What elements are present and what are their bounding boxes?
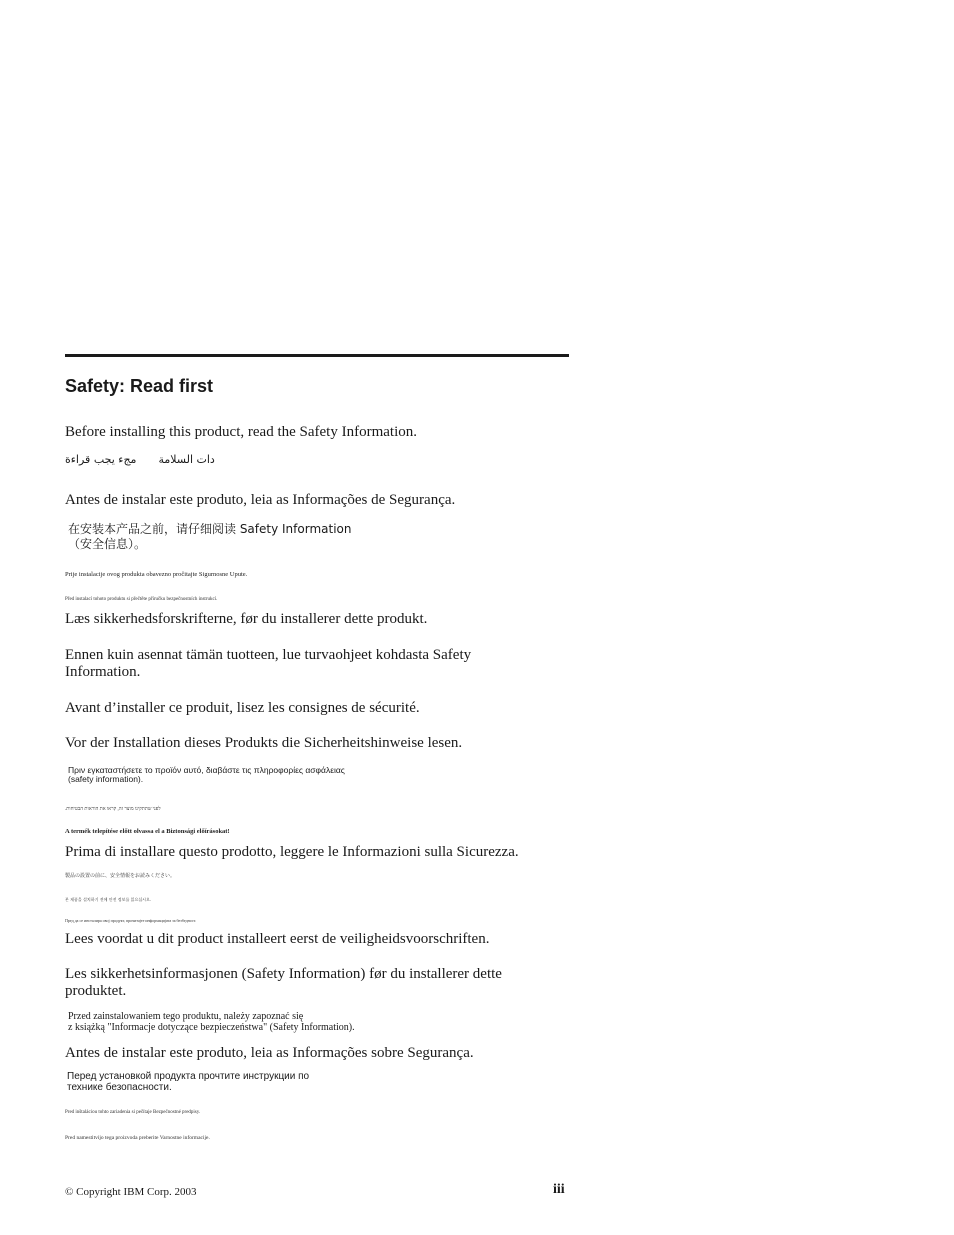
page-title: Safety: Read first	[65, 376, 214, 396]
statement-finnish: Ennen kuin asennat tämän tuotteen, lue turvaohjeet kohdasta Safety Information.	[65, 647, 472, 680]
statement-arabic	[65, 450, 215, 468]
statement-arabic-right: مجء يجب قراءة	[65, 453, 137, 466]
statement-hungarian: A termék telepítése előtt olvassa el a Biztonsági előírásokat!	[65, 828, 230, 835]
statement-norwegian: Les sikkerhetsinformasjonen (Safety Information) før du installerer dette produktet.	[65, 966, 502, 999]
statement-slovak: Pred inštaláciou tohto zariadenia si pečítaje Bezpečnostné predpisy.	[65, 1110, 201, 1115]
statement-portuguese-brazil: Antes de instalar este produto, leia as Informações de Segurança.	[65, 492, 456, 508]
statement-german: Vor der Installation dieses Produkts die Sicherheitshinweise lesen.	[65, 735, 463, 751]
statement-french: Avant d’installer ce produit, lisez les consignes de sécurité.	[65, 700, 420, 716]
statement-italian: Prima di installare questo prodotto, leggere le Informazioni sulla Sicurezza.	[65, 844, 519, 860]
statement-croatian: Prije instalacije ovog produkta obavezno pročitajte Sigurnosne Upute.	[65, 571, 248, 578]
statement-russian-line2: технике безопасности.	[67, 1082, 172, 1093]
statement-japanese: 製品の設置の前に、安全情報をお読みください。	[65, 873, 176, 879]
section-rule	[65, 354, 569, 357]
statement-dutch: Lees voordat u dit product installeert eerst de veiligheidsvoorschriften.	[65, 931, 490, 947]
statement-greek-line2: (safety information).	[68, 774, 144, 784]
statement-czech: Před instalací tohoto produktu si přečtěte příručku bezpečnostních instrukcí.	[65, 597, 218, 602]
statement-danish: Læs sikkerhedsforskrifterne, før du installerer dette produkt.	[65, 611, 428, 627]
statement-hebrew: לפני שתתקינו מוצר זה, קראו את הוראות הבטיחות.	[65, 807, 161, 812]
statement-korean: 본 제품을 설치하기 전에 안전 정보를 읽으십시오.	[65, 897, 152, 902]
statement-chinese-line2: （安全信息）。	[68, 537, 147, 551]
statement-polish-line2: z książką "Informacje dotyczące bezpieczeństwa" (Safety Information).	[68, 1022, 355, 1033]
statement-russian-line1: Перед установкой продукта прочтите инструкции по	[67, 1071, 310, 1082]
statement-english: Before installing this product, read the Safety Information.	[65, 424, 417, 440]
statement-slovenian: Pred namestitvijo tega proizvoda preberite Varnostne informacije.	[65, 1135, 210, 1141]
statement-polish-line1: Przed zainstalowaniem tego produktu, należy zapoznać się	[68, 1011, 304, 1022]
statement-greek-line1: Πριν εγκαταστήσετε το προϊόν αυτό, διαβάστε τις πληροφορίες ασφάλειας	[68, 765, 345, 775]
page-number: iii	[553, 1182, 565, 1197]
copyright-notice: © Copyright IBM Corp. 2003	[65, 1186, 197, 1198]
statement-chinese-line1: 在安装本产品之前，请仔细阅读 Safety Information	[68, 522, 352, 536]
statement-macedonian: Пред да се инсталира овој продукт, прочитајте информацијата за безбедност.	[65, 918, 197, 923]
statement-portuguese-portugal: Antes de instalar este produto, leia as Informações sobre Segurança.	[65, 1045, 474, 1061]
statement-arabic-left: دات السلامة	[158, 453, 215, 466]
